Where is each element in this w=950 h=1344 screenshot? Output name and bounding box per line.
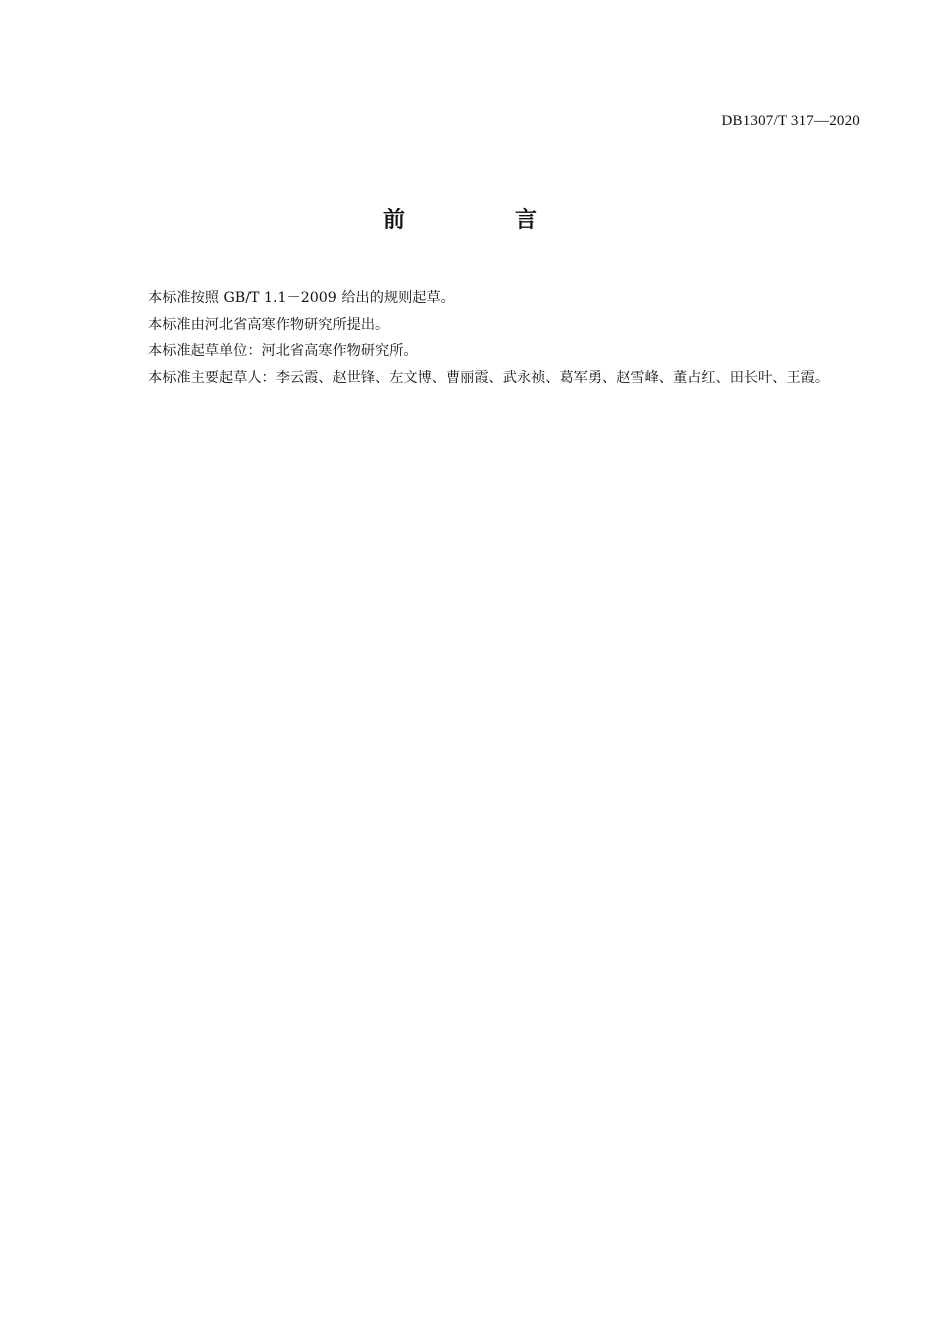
paragraph-proposer: 本标准由河北省高寒作物研究所提出。	[148, 316, 390, 333]
paragraph-main-drafters: 本标准主要起草人：李云霞、赵世锋、左文博、曹丽霞、武永祯、葛军勇、赵雪峰、董占红、田长叶、王霞。	[148, 369, 830, 386]
paragraph-drafting-rules: 本标准按照 GB/T 1.1－2009 给出的规则起草。	[148, 290, 455, 306]
foreword-body	[112, 285, 860, 391]
paragraph-drafting-unit: 本标准起草单位：河北省高寒作物研究所。	[148, 343, 418, 359]
page-title: 前 言	[382, 208, 581, 233]
document-code: DB1307/T 317—2020	[721, 113, 860, 129]
